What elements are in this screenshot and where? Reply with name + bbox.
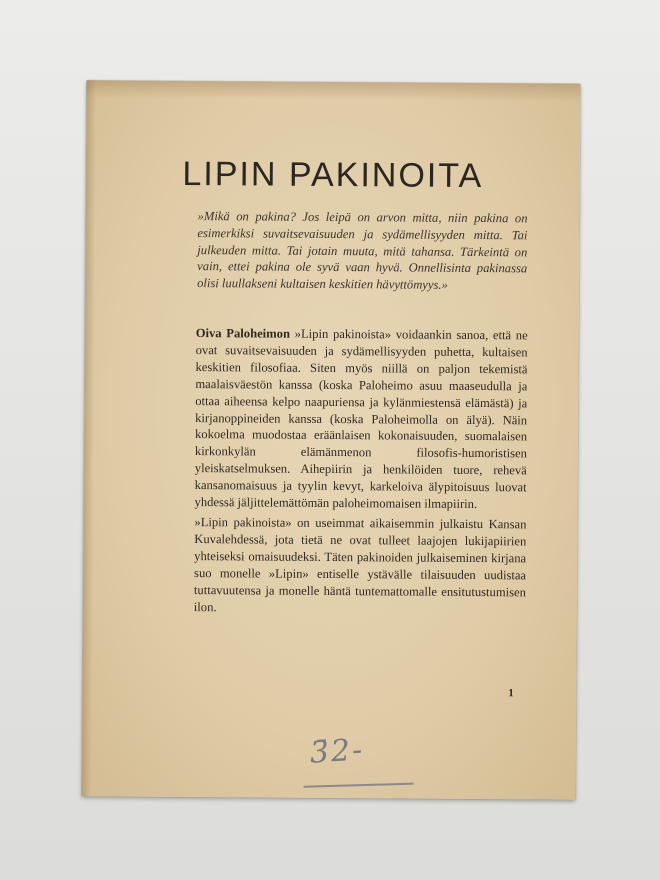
handwritten-price-note: 3̄2- (308, 732, 366, 771)
author-name: Oiva Paloheimon (195, 326, 291, 341)
blurb-body (194, 325, 528, 618)
blurb-paragraph-1-text: »Lipin pakinoista» voidaankin sanoa, että ne ovat suvaitsevaisuuden ja sydämellisyyden puhetta, kultaisen keskitien filosofiaa. Siten myös niillä on paljon tekemistä maalaisväestön kanssa (koska Paloheimo asuu maaseudulla ja ottaa aiheensa kelpo naapuriensa ja kylänmiestensä elämästä) ja kirjanoppineiden kanssa (koska Paloheimolla on älyä). Näin kokoelma muodostaa eräänlaisen kokonaisuuden, suomalaisen kirkonkylän elämänmenon filosofis-humoristisen yleiskatselmuksen. Aihepiirin ja henkilöiden tuore, rehevä kansanomaisuus ja tyylin kevyt, karkeloiva älypitoisuus luovat yhdessä jäljittelemättömän paloheimomaisen ilmapiirin. (194, 326, 528, 512)
book-back-cover (82, 80, 581, 799)
blurb-quote: »Mikä on pakina? Jos leipä on arvon mitta, niin pakina on esimerkiksi suvaitsevaisuuden ja sydämellisyyden mitta. Tai julkeuden mitta. Tai jotain muuta, mitä tahansa. Tärkeintä on vain, ettei pakina ole syvä vaan hyvä. Onnellisinta pakinassa olisi luullakseni kultaisen keskitien hävyttömyys.» (197, 209, 528, 292)
blurb-paragraph-2: »Lipin pakinoista» on useimmat aikaisemmin julkaistu Kansan Kuvalehdessä, jota tietä ne ovat tulleet laajojen lukijapiirien yhteiseksi omaisuudeksi. Täten pakinoiden julkaiseminen kirjana suo monelle »Lipin» entiselle ystävälle tilaisuuden uudistaa tuttavuutensa ja monelle häntä tuntemattomalle ensitutustumisen ilon. (193, 515, 527, 614)
book-title: LIPIN PAKINOITA (182, 154, 484, 196)
handwritten-underline (304, 783, 414, 788)
page-number: 1 (508, 687, 514, 700)
blurb-paragraph-1 (195, 325, 528, 513)
